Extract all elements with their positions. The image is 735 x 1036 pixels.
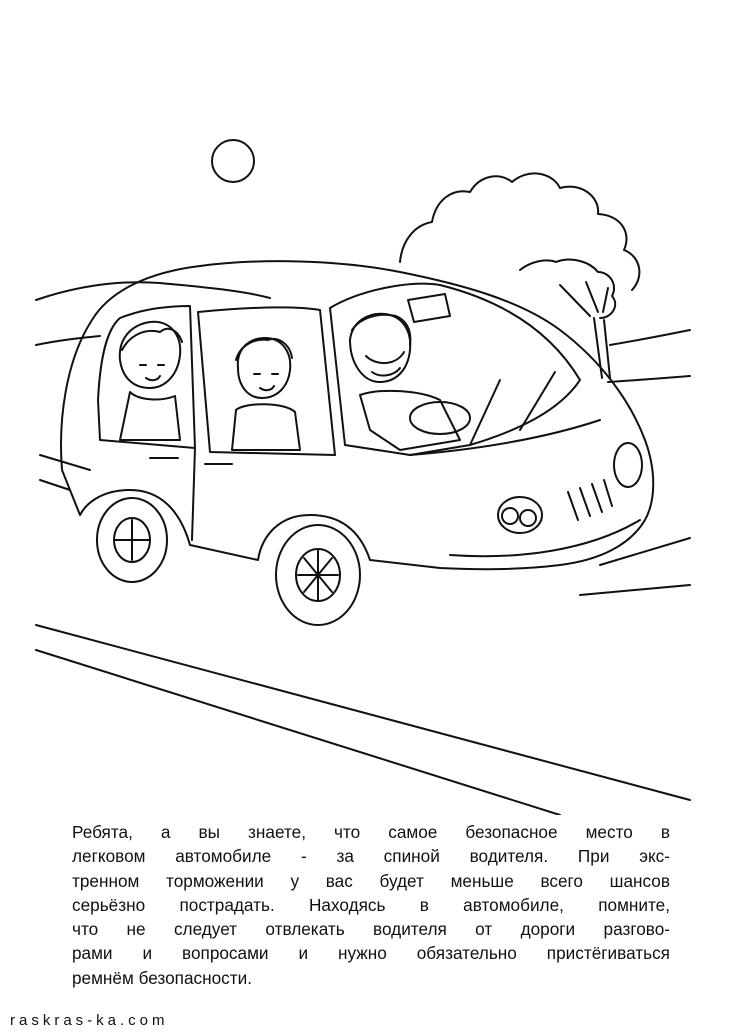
grille (568, 480, 612, 520)
sun (212, 140, 254, 182)
caption-line: рами и вопросами и нужно обязательно пристёгиваться (72, 943, 670, 964)
middle-window (198, 307, 335, 455)
wiper-right (520, 372, 555, 430)
child-middle (232, 338, 300, 450)
road-edge-right-2 (580, 585, 690, 595)
road-line-1 (36, 625, 690, 800)
site-watermark: raskras-ka.com (10, 1012, 169, 1029)
headlight-right (614, 443, 642, 487)
caption-line: что не следует отвлекать водителя от дороги разгово- (72, 919, 670, 940)
hill-right-base (608, 376, 690, 382)
road-edge-right (600, 538, 690, 565)
rear-wheel (97, 498, 167, 582)
rear-window (98, 306, 195, 448)
caption-text (72, 820, 670, 990)
caption-line: серьёзно пострадать. Находясь в автомобиле, помните, (72, 894, 670, 915)
wiper-left (470, 380, 500, 445)
hill-left-base (36, 336, 100, 345)
child-rear (120, 322, 182, 440)
tree-crown (520, 260, 615, 318)
tree-branches (560, 282, 608, 316)
hill-left (36, 282, 270, 300)
minivan (61, 261, 653, 569)
headlight-left-inner (502, 508, 518, 524)
caption-line: тренном торможении у вас будет меньше всего шансов (72, 870, 670, 891)
steering-wheel (410, 402, 470, 434)
front-wheel (276, 525, 360, 625)
road-edge-upper-2 (40, 480, 70, 490)
caption-line: легковом автомобиле - за спиной водителя. При экс- (72, 846, 670, 867)
car-body-outline (61, 261, 653, 569)
rear-view-mirror (408, 294, 450, 322)
caption-line: ремнём безопасности. (72, 967, 253, 988)
hill-right (610, 330, 690, 345)
door-line (192, 448, 195, 540)
road-edge-upper (40, 455, 90, 470)
road-line-2 (36, 650, 560, 815)
driver (350, 314, 460, 450)
headlight-left-inner-2 (520, 510, 536, 526)
caption-line: Ребята, а вы знаете, что самое безопасное место в (72, 822, 670, 842)
